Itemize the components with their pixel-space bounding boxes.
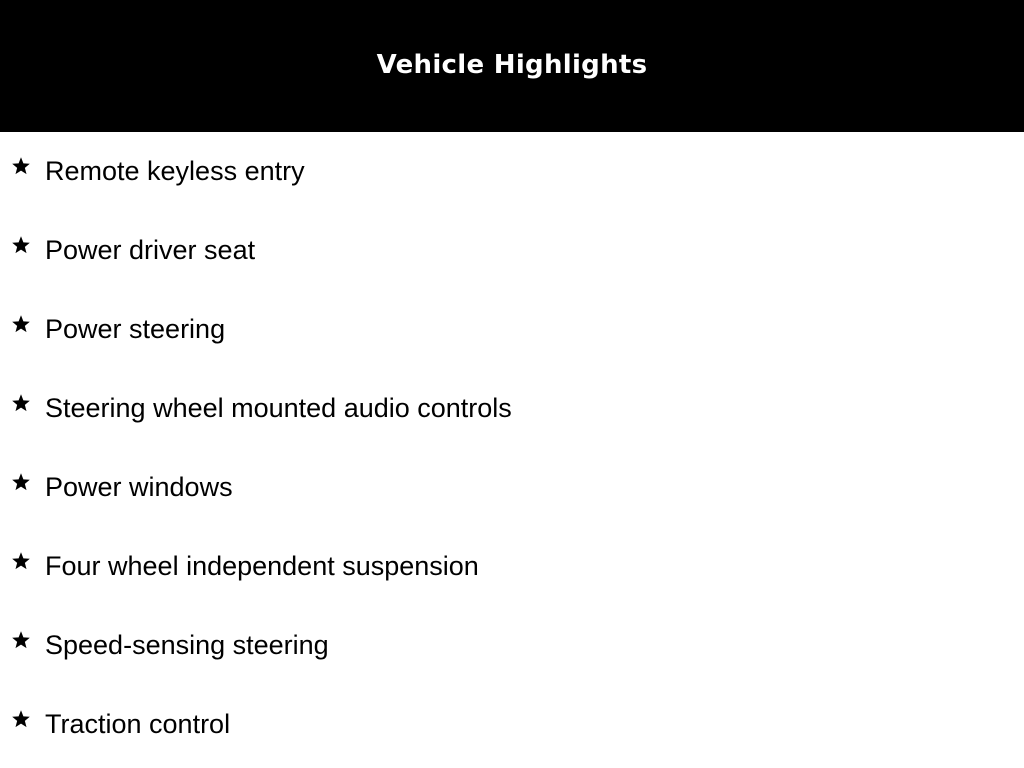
list-item	[0, 132, 1024, 211]
highlights-list	[0, 132, 1024, 764]
list-item	[0, 211, 1024, 290]
list-item-label: Speed-sensing steering	[45, 630, 329, 660]
star-icon	[10, 155, 32, 177]
list-item-label: Four wheel independent suspension	[45, 551, 479, 581]
list-item	[0, 527, 1024, 606]
star-icon	[10, 392, 32, 414]
list-item-label: Traction control	[45, 709, 231, 739]
list-item-label: Power steering	[45, 314, 226, 344]
star-icon	[10, 313, 32, 335]
list-item	[0, 369, 1024, 448]
list-item-label: Steering wheel mounted audio controls	[45, 393, 512, 423]
list-item	[0, 685, 1024, 764]
star-icon	[10, 708, 32, 730]
list-item	[0, 290, 1024, 369]
star-icon	[10, 629, 32, 651]
star-icon	[10, 234, 32, 256]
list-item-label: Remote keyless entry	[45, 156, 305, 186]
page-title: Vehicle Highlights	[376, 50, 648, 80]
header-bar	[0, 0, 1024, 132]
list-item	[0, 606, 1024, 685]
list-item-label: Power driver seat	[45, 235, 256, 265]
list-item	[0, 448, 1024, 527]
list-item-label: Power windows	[45, 472, 233, 502]
star-icon	[10, 471, 32, 493]
star-icon	[10, 550, 32, 572]
